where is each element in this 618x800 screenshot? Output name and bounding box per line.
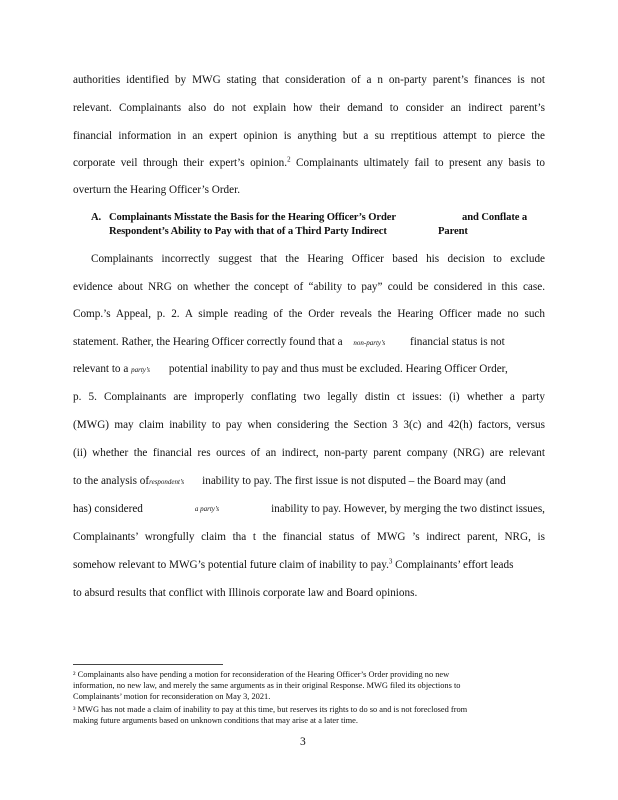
text-line: Complainants incorrectly suggest that the Hearing Officer based his decision to exclude [91,253,545,265]
text-line: financial information in an expert opinion is anything but a su rreptitious attempt to pierce the [73,130,545,142]
text-fragment: Complainants’ effort leads [392,559,514,571]
footnote-divider [73,664,223,665]
text-fragment: financial status is not [409,336,505,348]
text-line: overturn the Hearing Officer’s Order. [73,184,241,196]
text-fragment: corporate veil through their expert’s opinion. [73,157,288,169]
footnote-line: information, no new law, and merely the same arguments as in their original Response. MWG filed its objections to [73,681,461,690]
text-line: to absurd results that conflict with Illinois corporate law and Board opinions. [73,587,418,599]
text-line: p. 5. Complainants are improperly conflating two legally distin ct issues: (i) whether a party [73,391,545,403]
italic-term: a party’s [194,505,220,513]
footnote-line: Complainants’ motion for reconsideration on May 3, 2021. [73,692,271,701]
text-line [73,558,513,572]
text-fragment: inability to pay. The first issue is not disputed – the Board may (and [202,475,506,487]
text-line: Complainants’ wrongfully claim tha t the financial status of MWG ’s indirect parent, NRG, is [73,531,545,543]
text-line [73,474,506,489]
section-heading: Respondent’s Ability to Pay with that of a Third Party Indirect [109,226,387,237]
text-line: (MWG) may claim inability to pay when considering the Section 3 3(c) and 42(h) factors, versus [73,419,545,431]
text-fragment: to the analysis of [73,475,150,487]
footnote-line: ³ MWG has not made a claim of inability to pay at this time, but reserves its rights to do so and is not foreclosed from [73,705,468,714]
text-line: (ii) whether the financial res ources of an indirect, non-party parent company (NRG) are relevant [73,447,545,459]
text-fragment: potential inability to pay and thus must be excluded. Hearing Officer Order, [168,363,508,375]
section-heading-label: A. [91,212,102,223]
text-line: authorities identified by MWG stating that consideration of a n on-party parent’s finances is not [73,74,545,86]
footnote-line: ² Complainants also have pending a motion for reconsideration of the Hearing Officer’s Order providing no new [73,670,450,679]
text-line: relevant. Complainants also do not explain how their demand to consider an indirect parent’s [73,102,545,114]
text-line: Comp.’s Appeal, p. 2. A simple reading of the Order reveals the Hearing Officer made no such [73,308,545,320]
section-heading: and Conflate a [462,212,528,223]
section-heading: Complainants Misstate the Basis for the Hearing Officer’s Order [109,212,396,223]
text-line [73,362,508,377]
italic-term: respondent’s [149,478,185,486]
text-fragment: has) considered [73,503,143,515]
page-number: 3 [300,736,306,748]
text-fragment: somehow relevant to MWG’s potential future claim of inability to pay. [73,559,389,571]
text-line [73,335,505,350]
italic-term: non-party’s [353,339,386,347]
text-fragment: inability to pay. However, by merging the two distinct issues, [271,503,545,515]
section-heading: Parent [438,226,468,237]
italic-term: party’s [131,366,151,374]
footnote-ref-2: 2 [287,155,291,164]
text-line [73,502,545,516]
text-line [73,156,545,170]
text-fragment: statement. Rather, the Hearing Officer correctly found that a [73,336,343,348]
footnote-ref-3: 3 [388,557,393,566]
text-fragment: Complainants ultimately fail to present any basis to [290,157,546,169]
footnote-line: making future arguments based on unknown conditions that may arise at a later time. [73,716,358,725]
text-fragment: relevant to a [73,363,129,375]
text-line: evidence about NRG on whether the concept of “ability to pay” could be considered in this case. [73,281,545,293]
